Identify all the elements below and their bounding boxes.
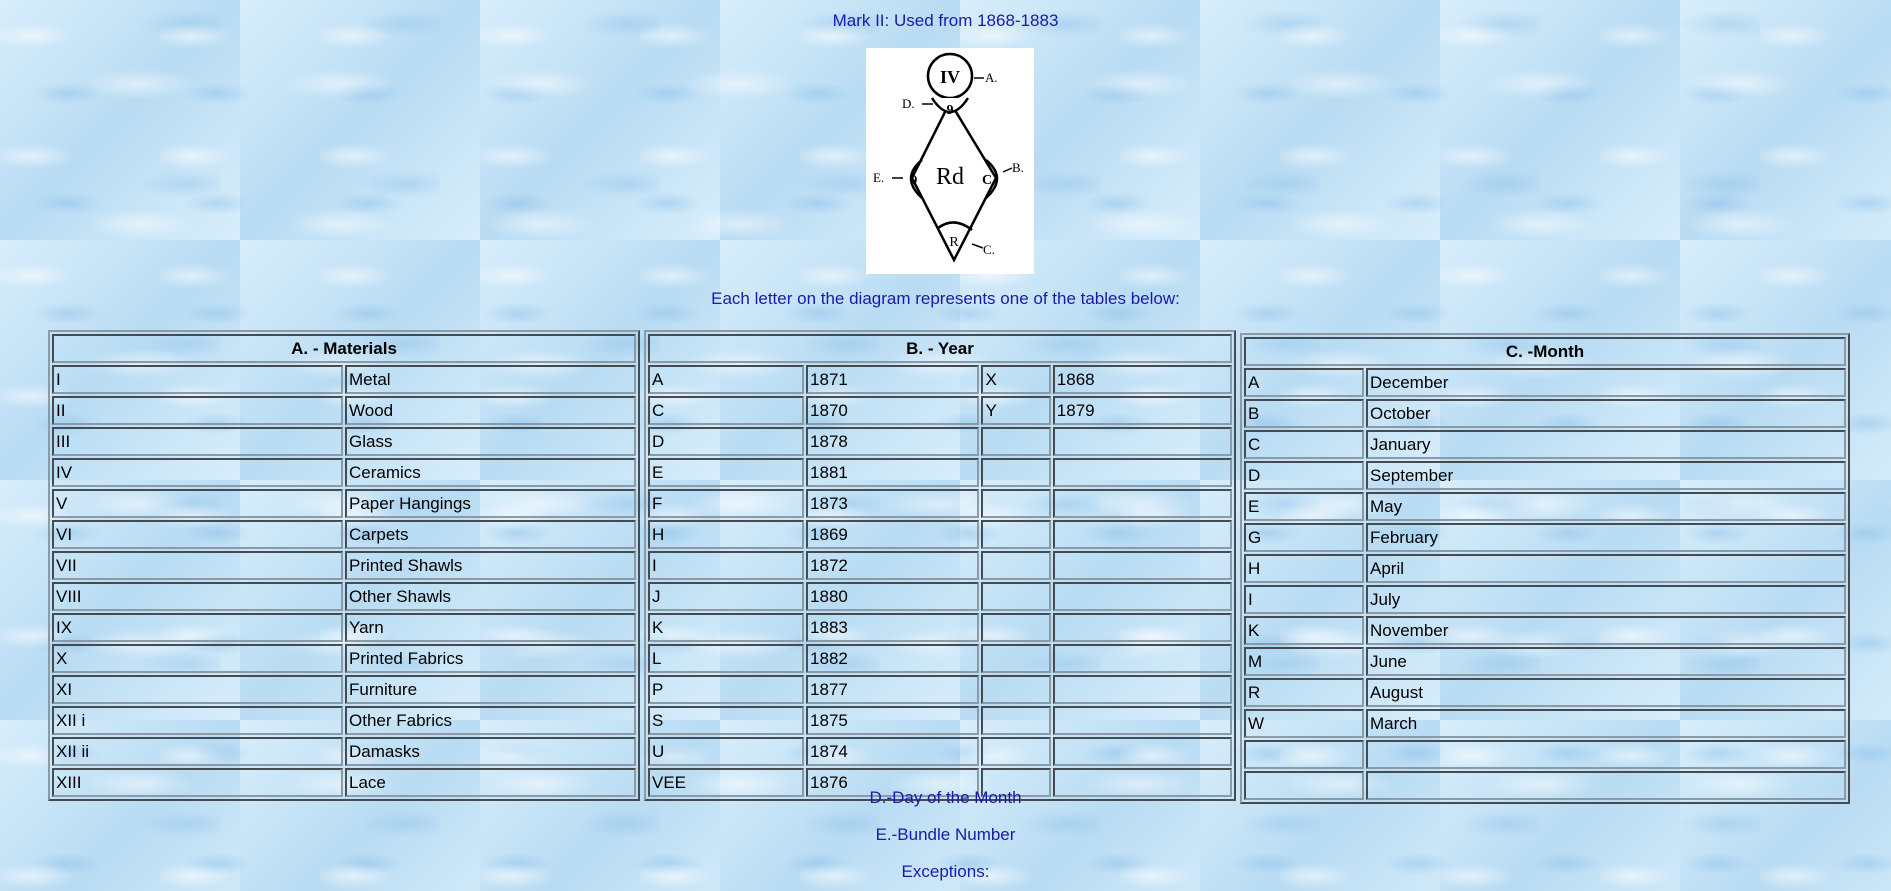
table-cell: K [1244, 616, 1364, 645]
table-row [1244, 399, 1846, 428]
month-header: C. -Month [1244, 337, 1846, 366]
table-row [52, 520, 636, 549]
table-cell: Yarn [345, 613, 636, 642]
table-row [52, 613, 636, 642]
table-row [52, 675, 636, 704]
table-cell: X [52, 644, 343, 673]
table-row [1244, 585, 1846, 614]
table-cell: 1868 [1053, 365, 1232, 394]
table-row [1244, 430, 1846, 459]
diagram-label-upper: 9 [946, 103, 954, 118]
table-cell: December [1366, 368, 1846, 397]
table-row [1244, 616, 1846, 645]
table-cell: Furniture [345, 675, 636, 704]
table-cell [1366, 740, 1846, 769]
table-cell: VIII [52, 582, 343, 611]
table-cell: 1875 [806, 706, 979, 735]
table-row [52, 551, 636, 580]
table-cell: 1873 [806, 489, 979, 518]
diagram-pointer-d: D. [902, 96, 915, 111]
table-cell [1053, 737, 1232, 766]
table-cell: May [1366, 492, 1846, 521]
table-row [52, 737, 636, 766]
table-cell: U [648, 737, 804, 766]
table-cell [981, 706, 1050, 735]
table-cell: II [52, 396, 343, 425]
table-cell: 1872 [806, 551, 979, 580]
exceptions-heading: Exceptions: [901, 862, 990, 881]
table-cell [981, 520, 1050, 549]
table-cell: III [52, 427, 343, 456]
table-cell: R [1244, 678, 1364, 707]
table-cell: 1878 [806, 427, 979, 456]
table-cell: XII i [52, 706, 343, 735]
table-cell [1053, 706, 1232, 735]
table-cell: B [1244, 399, 1364, 428]
table-cell: XIII [52, 768, 343, 797]
table-cell: June [1366, 647, 1846, 676]
table-cell: S [648, 706, 804, 735]
month-body [1244, 368, 1846, 800]
table-cell: C [648, 396, 804, 425]
table-cell: D [648, 427, 804, 456]
table-row [648, 365, 1232, 394]
table-row [52, 644, 636, 673]
table-cell [981, 458, 1050, 487]
table-cell: C [1244, 430, 1364, 459]
diagram-label-left: 9 [910, 172, 918, 187]
table-row [1244, 492, 1846, 521]
table-cell: Lace [345, 768, 636, 797]
table-cell [981, 551, 1050, 580]
table-cell: Other Shawls [345, 582, 636, 611]
table-cell: F [648, 489, 804, 518]
table-cell: A [648, 365, 804, 394]
table-row [1244, 709, 1846, 738]
table-cell: Glass [345, 427, 636, 456]
table-cell: 1881 [806, 458, 979, 487]
table-cell: 1880 [806, 582, 979, 611]
table-cell: Wood [345, 396, 636, 425]
table-row [52, 458, 636, 487]
table-cell [981, 644, 1050, 673]
table-cell: August [1366, 678, 1846, 707]
table-cell: October [1366, 399, 1846, 428]
table-cell: Printed Fabrics [345, 644, 636, 673]
table-cell: Ceramics [345, 458, 636, 487]
table-cell: 1883 [806, 613, 979, 642]
table-cell: July [1366, 585, 1846, 614]
table-row [648, 675, 1232, 704]
diagram-label-bottom: R [949, 235, 959, 250]
table-cell: March [1366, 709, 1846, 738]
table-cell [981, 737, 1050, 766]
table-cell: XII ii [52, 737, 343, 766]
year-table [644, 330, 1236, 801]
table-cell [1053, 489, 1232, 518]
table-row [648, 520, 1232, 549]
table-cell: A [1244, 368, 1364, 397]
registration-mark-diagram [866, 48, 1034, 274]
table-row [52, 582, 636, 611]
table-cell: H [1244, 554, 1364, 583]
table-cell: IX [52, 613, 343, 642]
table-cell [1053, 427, 1232, 456]
table-cell: Paper Hangings [345, 489, 636, 518]
table-row [648, 458, 1232, 487]
table-cell [981, 427, 1050, 456]
table-cell [1053, 551, 1232, 580]
diagram-label-top: IV [939, 67, 961, 87]
table-cell: Y [981, 396, 1050, 425]
table-cell: Other Fabrics [345, 706, 636, 735]
table-row [52, 489, 636, 518]
table-cell: 1877 [806, 675, 979, 704]
diagram-pointer-a: A. [985, 70, 998, 85]
table-row [52, 427, 636, 456]
table-cell [1053, 675, 1232, 704]
table-row [1244, 554, 1846, 583]
table-cell [981, 613, 1050, 642]
table-row [1244, 678, 1846, 707]
table-row [648, 613, 1232, 642]
diagram-pointer-c: C. [983, 242, 995, 257]
table-cell: September [1366, 461, 1846, 490]
table-row [648, 551, 1232, 580]
table-cell: November [1366, 616, 1846, 645]
diagram-pointer-e: E. [873, 170, 885, 185]
table-cell: 1879 [1053, 396, 1232, 425]
note-bundle-number: E.-Bundle Number [875, 825, 1016, 844]
table-cell [1053, 644, 1232, 673]
table-cell: G [1244, 523, 1364, 552]
table-row [648, 582, 1232, 611]
table-cell: D [1244, 461, 1364, 490]
table-cell: E [648, 458, 804, 487]
table-cell: 1871 [806, 365, 979, 394]
diagram-label-center: Rd [935, 164, 965, 190]
table-cell: February [1366, 523, 1846, 552]
table-cell: Carpets [345, 520, 636, 549]
table-row [52, 365, 636, 394]
table-cell: K [648, 613, 804, 642]
table-cell: 1874 [806, 737, 979, 766]
table-cell: I [52, 365, 343, 394]
diagram-caption: Each letter on the diagram represents one of the tables below: [711, 289, 1180, 308]
table-cell [1053, 613, 1232, 642]
table-row [1244, 740, 1846, 769]
table-row [648, 489, 1232, 518]
year-header: B. - Year [648, 334, 1232, 363]
table-cell [981, 582, 1050, 611]
table-cell: January [1366, 430, 1846, 459]
materials-header: A. - Materials [52, 334, 636, 363]
table-cell: 1869 [806, 520, 979, 549]
table-cell: M [1244, 647, 1364, 676]
table-cell [981, 489, 1050, 518]
table-cell: W [1244, 709, 1364, 738]
month-table [1240, 333, 1850, 804]
table-cell: April [1366, 554, 1846, 583]
table-cell: Metal [345, 365, 636, 394]
table-row [648, 427, 1232, 456]
table-cell: I [648, 551, 804, 580]
page-title: Mark II: Used from 1868-1883 [832, 11, 1059, 30]
table-cell: VII [52, 551, 343, 580]
table-cell: E [1244, 492, 1364, 521]
table-row [52, 706, 636, 735]
materials-table [48, 330, 640, 801]
table-cell [1053, 520, 1232, 549]
year-body [648, 365, 1232, 797]
table-cell [981, 675, 1050, 704]
note-day-of-month: D.-Day of the Month [869, 788, 1022, 807]
table-cell: Damasks [345, 737, 636, 766]
table-cell: L [648, 644, 804, 673]
table-cell [1053, 582, 1232, 611]
materials-body [52, 365, 636, 797]
table-cell: J [648, 582, 804, 611]
table-row [1244, 647, 1846, 676]
table-cell: 1870 [806, 396, 979, 425]
table-row [648, 706, 1232, 735]
table-cell [1244, 740, 1364, 769]
table-cell: VEE [648, 768, 804, 797]
table-cell: 1876 [806, 768, 979, 797]
table-cell [1053, 458, 1232, 487]
diagram-label-right: C [981, 173, 993, 188]
table-row [648, 396, 1232, 425]
table-cell: X [981, 365, 1050, 394]
table-cell: V [52, 489, 343, 518]
table-cell: I [1244, 585, 1364, 614]
table-cell: Printed Shawls [345, 551, 636, 580]
table-row [1244, 523, 1846, 552]
table-row [1244, 461, 1846, 490]
table-cell: P [648, 675, 804, 704]
table-row [648, 737, 1232, 766]
table-cell: XI [52, 675, 343, 704]
table-cell: 1882 [806, 644, 979, 673]
table-cell: VI [52, 520, 343, 549]
table-row [1244, 368, 1846, 397]
diagram-pointer-b: B. [1012, 160, 1024, 175]
table-cell: IV [52, 458, 343, 487]
table-row [648, 644, 1232, 673]
table-cell: H [648, 520, 804, 549]
table-row [52, 396, 636, 425]
